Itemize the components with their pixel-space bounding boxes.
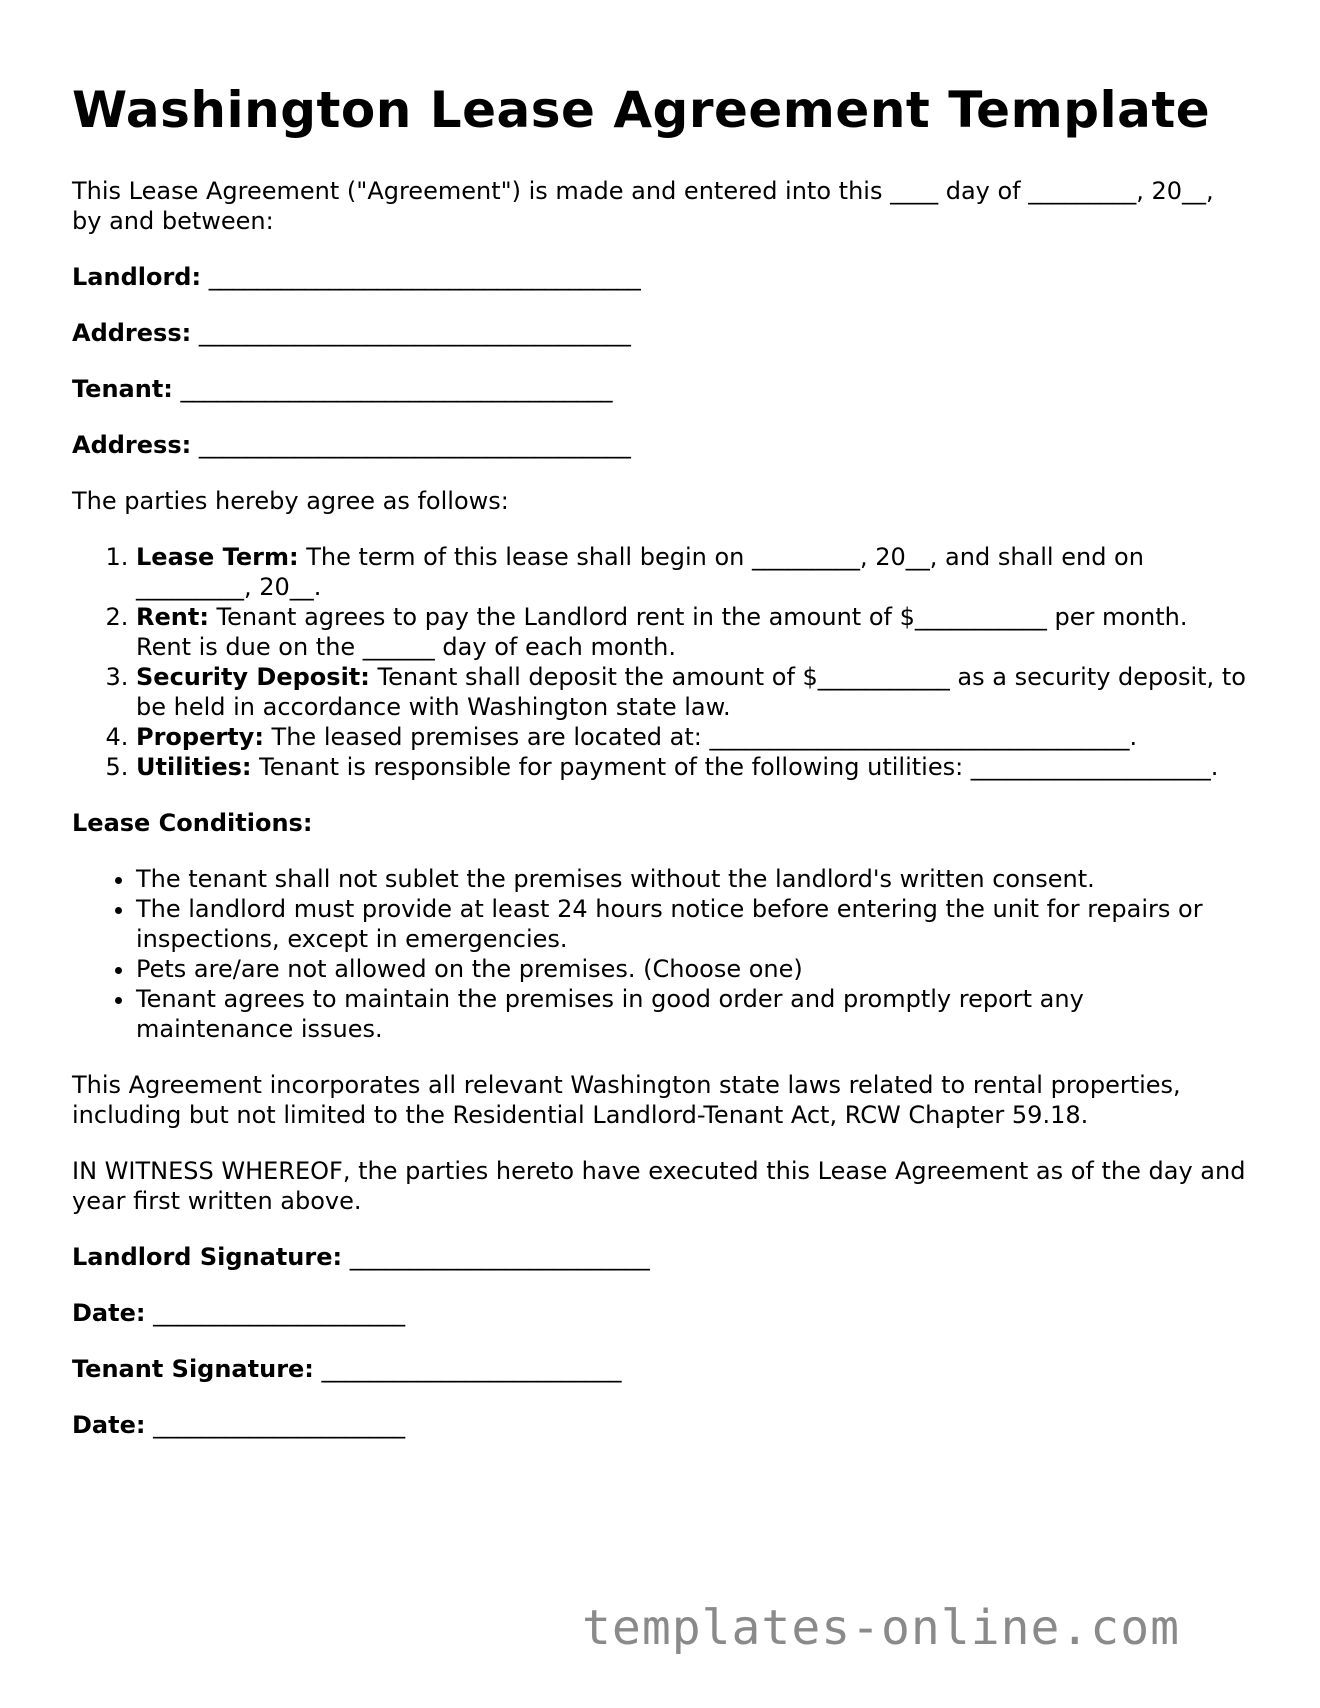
laws-paragraph: This Agreement incorporates all relevant Washington state laws related to rental properties, including but not limited to the Residential Landlord-Tenant Act, RCW Chapter 59.18.: [72, 1071, 1181, 1129]
term-label: Utilities:: [136, 753, 252, 781]
conditions-list: [72, 864, 1248, 1044]
document-title: Washington Lease Agreement Template: [72, 81, 1211, 139]
field-label: Address:: [72, 319, 192, 347]
field-blank[interactable]: _____________________: [153, 1299, 406, 1327]
term-label: Lease Term:: [136, 543, 299, 571]
term-text: Tenant agrees to pay the Landlord rent in the amount of $___________ per month. Rent is due on the ______ day of each month.: [136, 603, 1188, 661]
tenant-address-field: [72, 430, 1248, 460]
landlord-address-field: [72, 318, 1248, 348]
term-text: Tenant is responsible for payment of the following utilities: ____________________.: [251, 753, 1219, 781]
field-blank[interactable]: _________________________: [321, 1355, 622, 1383]
condition-item: • The landlord must provide at least 24 hours notice before entering the unit for repairs or inspections, except in emergencies.: [136, 894, 1248, 954]
condition-item: • Tenant agrees to maintain the premises in good order and promptly report any maintenance issues.: [136, 984, 1248, 1044]
agree-line: The parties hereby agree as follows:: [72, 487, 509, 515]
conditions-heading: Lease Conditions:: [72, 809, 313, 837]
term-text: The leased premises are located at: ___________________________________.: [263, 723, 1138, 751]
tenant-field: [72, 374, 1248, 404]
term-property: [136, 722, 1248, 752]
condition-item: • The tenant shall not sublet the premises without the landlord's written consent.: [136, 864, 1248, 894]
tenant-signature-field: [72, 1354, 1248, 1384]
field-label: Address:: [72, 431, 192, 459]
landlord-date-field: [72, 1298, 1248, 1328]
field-blank[interactable]: ____________________________________: [180, 375, 613, 403]
field-blank[interactable]: ____________________________________: [208, 263, 641, 291]
field-label: Landlord Signature:: [72, 1243, 343, 1271]
term-label: Rent:: [136, 603, 209, 631]
field-label: Date:: [72, 1411, 146, 1439]
condition-item: • Pets are/are not allowed on the premises. (Choose one): [136, 954, 1248, 984]
term-label: Property:: [136, 723, 264, 751]
field-label: Landlord:: [72, 263, 202, 291]
field-blank[interactable]: _________________________: [349, 1243, 650, 1271]
term-text: The term of this lease shall begin on _________, 20__, and shall end on _________, 20__.: [136, 543, 1144, 601]
tenant-date-field: [72, 1410, 1248, 1440]
term-label: Security Deposit:: [136, 663, 370, 691]
watermark: templates-online.com: [582, 1600, 1180, 1656]
field-label: Tenant:: [72, 375, 173, 403]
term-text: Tenant shall deposit the amount of $___________ as a security deposit, to be held in accordance with Washington state law.: [136, 663, 1246, 721]
term-utilities: [136, 752, 1248, 782]
field-blank[interactable]: _____________________: [153, 1411, 406, 1439]
landlord-field: [72, 262, 1248, 292]
terms-list: [72, 542, 1248, 782]
term-security-deposit: [136, 662, 1248, 722]
document-page: [72, 80, 1248, 1466]
term-rent: [136, 602, 1248, 662]
field-label: Tenant Signature:: [72, 1355, 314, 1383]
field-label: Date:: [72, 1299, 146, 1327]
witness-paragraph: IN WITNESS WHEREOF, the parties hereto have executed this Lease Agreement as of the day and year first written above.: [72, 1157, 1246, 1215]
intro-paragraph: This Lease Agreement ("Agreement") is made and entered into this ____ day of _________, 20__, by and between:: [72, 177, 1214, 235]
field-blank[interactable]: ____________________________________: [198, 319, 631, 347]
term-lease-term: [136, 542, 1248, 602]
landlord-signature-field: [72, 1242, 1248, 1272]
field-blank[interactable]: ____________________________________: [198, 431, 631, 459]
